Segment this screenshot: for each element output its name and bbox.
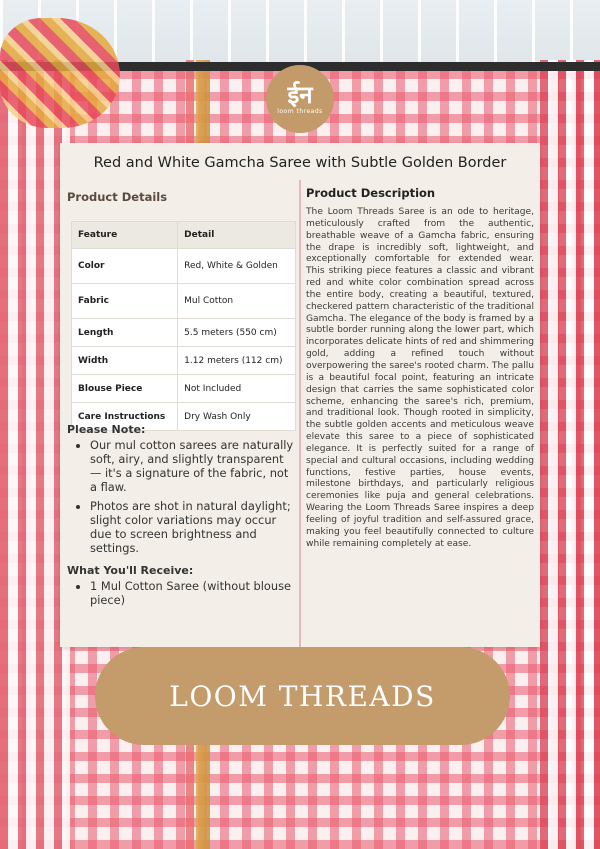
product-card [60,143,540,647]
detail-cell: Not Included [178,375,296,403]
what-you-receive-section [67,564,295,612]
detail-cell: Mul Cotton [178,284,296,319]
column-header-detail: Detail [178,222,296,249]
table-row [72,347,296,375]
details-table [71,221,296,431]
feature-cell: Length [72,319,178,347]
detail-cell: Dry Wash Only [178,403,296,431]
feature-cell: Color [72,249,178,284]
feature-cell: Width [72,347,178,375]
product-title: Red and White Gamcha Saree with Subtle Golden Border [93,155,507,171]
logo-wordmark: loom threads [277,108,323,115]
receive-heading: What You'll Receive: [67,564,194,577]
list-item: • 1 Mul Cotton Saree (without blouse piece) [90,579,295,607]
feature-cell: Blouse Piece [72,375,178,403]
logo-mark: ईन [287,80,313,109]
saree-swag [0,18,120,128]
detail-cell: 1.12 meters (112 cm) [178,347,296,375]
curtain-right [540,60,600,849]
list-item: • Photos are shot in natural daylight; slight color variations may occur due to screen brightness and settings. [90,499,295,555]
description-body: The Loom Threads Saree is an ode to heritage, meticulously crafted from the authentic, breathable weave of a Gamcha fabric, ensuring the drape is incredibly soft, lightweight, and exceptionally comfortable for extended wear. This striking piece features a classic and vibrant red and white color combination spread across the entire body, creating a beautiful, textured, checkered pattern characteristic of the traditional Gamcha. The elegance of the body is framed by a subtle border running along the lower part, which incorporates delicate hints of red and shimmering gold, adding a refined touch without overpowering the saree's rooted charm. The pallu is a beautiful focal point, featuring an intricate design that carries the same sophisticated color scheme, enhancing the saree's rich, premium, and traditional look. Though rooted in simplicity, the subtle golden accents and meticulous weave elevate this saree to a piece of sophisticated elegance. It is perfectly suited for a range of special and cultural occasions, including wedding functions, festive parties, house events, milestone birthdays, and particularly religious ceremonies like puja and general celebrations. Wearing the Loom Threads Saree inspires a deep feeling of joyful tradition and self-assured grace, making you feel beautifully connected to culture while remaining completely at ease. [306,207,534,549]
receive-list [67,579,295,607]
table-row [72,284,296,319]
table-row [72,249,296,284]
list-item: • Our mul cotton sarees are naturally soft, airy, and slightly transparent — it's a signature of the fabric, not a flaw. [90,438,295,494]
feature-cell: Care Instructions [72,403,178,431]
right-column [306,186,534,550]
please-note-section [67,423,295,560]
detail-cell: Red, White & Golden [178,249,296,284]
column-header-feature: Feature [72,222,178,249]
brand-banner [95,647,510,745]
please-note-heading: Please Note: [67,423,146,436]
feature-cell: Fabric [72,284,178,319]
table-row [72,319,296,347]
table-row [72,375,296,403]
left-column [67,190,295,607]
note-list [67,438,295,555]
table-header-row [72,222,296,249]
brand-name: LOOM THREADS [169,679,436,713]
description-heading: Product Description [306,186,436,200]
details-heading: Product Details [67,190,168,204]
column-divider [299,180,301,647]
brand-logo [266,65,334,133]
detail-cell: 5.5 meters (550 cm) [178,319,296,347]
